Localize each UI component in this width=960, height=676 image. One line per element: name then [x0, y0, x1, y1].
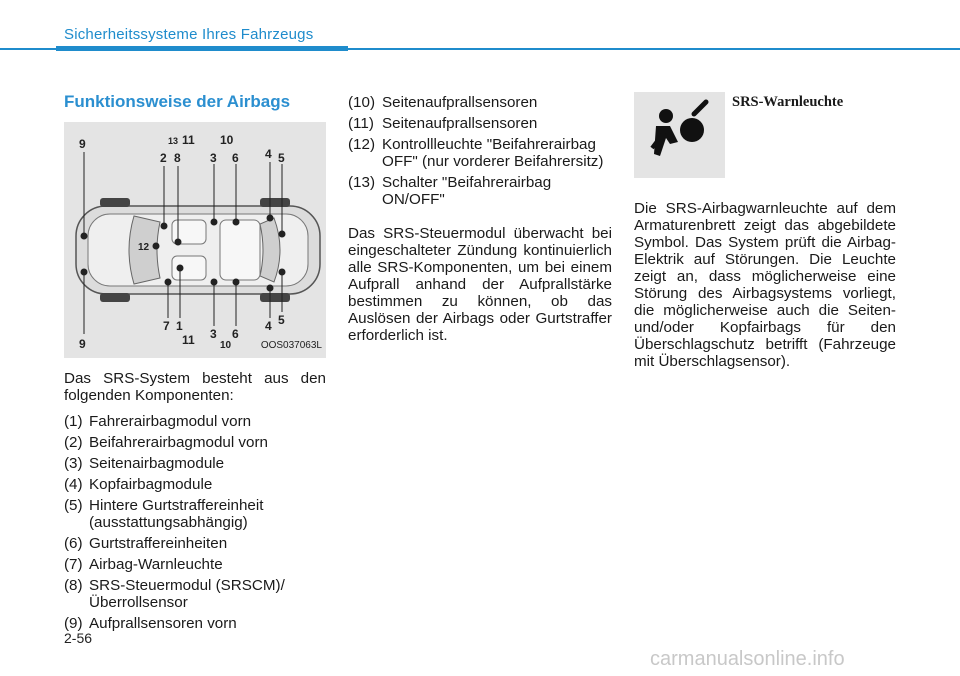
diagram-label: 5	[278, 313, 285, 327]
list-item: (7) Airbag-Warnleuchte	[64, 556, 223, 573]
diagram-label: 3	[210, 151, 217, 165]
diagram-label: 11	[182, 333, 195, 347]
diagram-label: 12	[138, 242, 150, 253]
list-item: (9) Aufprallsensoren vorn	[64, 615, 237, 632]
airbag-warning-icon	[634, 92, 725, 178]
list-item: (2) Beifahrerairbagmodul vorn	[64, 434, 268, 451]
section-header: Sicherheitssysteme Ihres Fahrzeugs	[64, 26, 314, 43]
diagram-label: 11	[182, 133, 195, 147]
diagram-label: 7	[163, 319, 170, 333]
list-item: (8) SRS-Steuermodul (SRSCM)/Überrollsensor	[64, 577, 285, 611]
airbag-diagram	[64, 122, 326, 358]
right-column	[634, 92, 896, 370]
list-item: (5) Hintere Gurtstraffereinheit (ausstattungsabhängig)	[64, 497, 264, 531]
diagram-label: 3	[210, 327, 217, 341]
diagram-label: 6	[232, 327, 239, 341]
diagram-label: 6	[232, 151, 239, 165]
diagram-label: 10	[220, 340, 232, 351]
list-item: (3) Seitenairbagmodule	[64, 455, 225, 472]
header-accent-bar	[56, 46, 348, 51]
watermark: carmanualsonline.info	[650, 648, 845, 670]
list-item: (10) Seitenaufprallsensoren	[348, 94, 538, 111]
diagram-label: 9	[79, 137, 86, 151]
list-item: (6) Gurtstraffereinheiten	[64, 535, 228, 552]
middle-column	[348, 94, 612, 344]
component-list-continued	[348, 94, 612, 208]
list-item: (1) Fahrerairbagmodul vorn	[64, 413, 252, 430]
diagram-label: 8	[174, 151, 181, 165]
warning-title: SRS-Warnleuchte	[732, 94, 844, 110]
list-item: (12) Kontrollleuchte "Beifahrerairbag OFF" (nur vorderer Beifahrersitz)	[348, 136, 604, 170]
page-number: 2-56	[64, 630, 93, 646]
diagram-label: 13	[168, 136, 179, 146]
car-topview-illustration	[64, 122, 326, 358]
list-item: (13) Schalter "Beifahrerairbag ON/OFF"	[348, 174, 552, 208]
diagram-label: 4	[265, 319, 272, 333]
warning-block	[634, 92, 896, 192]
component-list	[64, 413, 326, 632]
diagram-label: 10	[220, 133, 234, 147]
diagram-label: 1	[176, 319, 183, 333]
diagram-label: 2	[160, 151, 167, 165]
left-column	[64, 92, 326, 636]
list-item: (11) Seitenaufprallsensoren	[348, 115, 538, 132]
diagram-label: 9	[79, 337, 86, 351]
diagram-label: 5	[278, 151, 285, 165]
diagram-label: 4	[265, 147, 272, 161]
figure-code: OOS037063L	[260, 340, 322, 351]
srs-module-paragraph: Das SRS-Steuermodul überwacht bei eingeschalteter Zündung kontinuierlich alle SRS-Komponenten, um bei einem Aufprall anhand der Aufprallstärke bestimmen zu können, ob das Auslösen der Airbags oder Gurtstraffer erforderlich ist.	[348, 225, 612, 344]
intro-text: Das SRS-System besteht aus den folgenden Komponenten:	[64, 370, 326, 404]
list-item: (4) Kopfairbagmodule	[64, 476, 213, 493]
warning-paragraph: Die SRS-Airbagwarnleuchte auf dem Armaturenbrett zeigt das abgebildete Symbol. Das System prüft die Airbag-Elektrik auf Störungen. Die Leuchte zeigt an, dass möglicherweise eine Störung des Airbagsystems vorliegt, die möglicherweise auch die Seiten- und/oder Kopfairbags für den Überschlagschutz betrifft (Fahrzeuge mit Überschlagsensor).	[634, 200, 896, 370]
section-title: Funktionsweise der Airbags	[64, 92, 291, 111]
